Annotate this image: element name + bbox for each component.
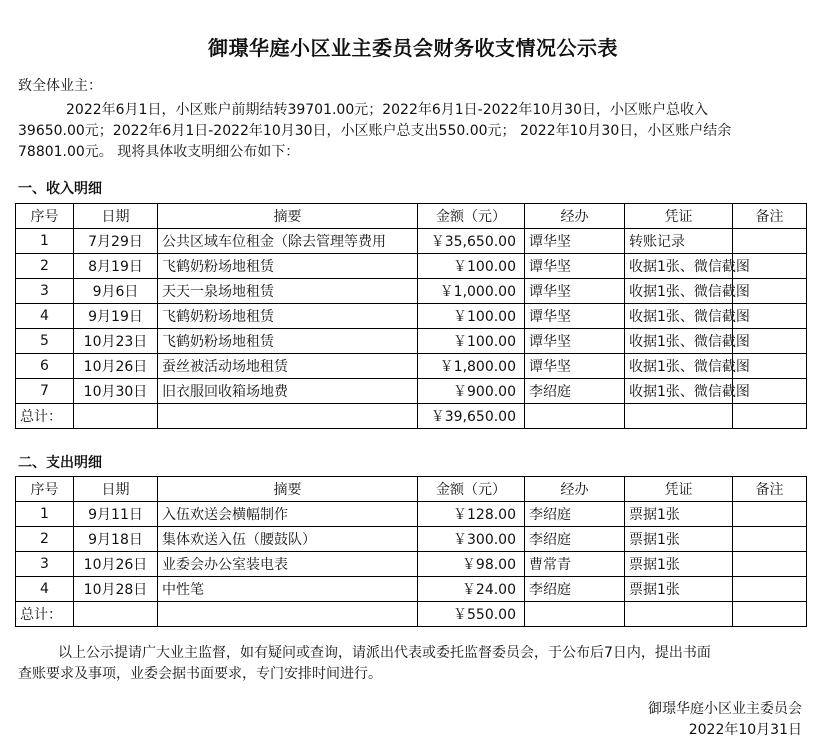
row-amount: ￥900.00 — [418, 379, 525, 404]
row-amount: ￥300.00 — [418, 527, 525, 552]
row-handler: 谭华坚 — [525, 279, 625, 304]
row-voucher: 票据1张 — [625, 502, 733, 527]
col-no: 序号 — [16, 204, 74, 229]
row-handler: 李绍庭 — [525, 577, 625, 602]
row-voucher: 收据1张、微信截图 — [625, 279, 733, 304]
row-handler: 谭华坚 — [525, 304, 625, 329]
row-summary: 旧衣服回收箱场地费 — [158, 379, 418, 404]
row-voucher: 票据1张 — [625, 552, 733, 577]
col-remark: 备注 — [733, 477, 807, 502]
col-amount: 金额（元） — [418, 477, 525, 502]
col-handler: 经办 — [525, 204, 625, 229]
col-summary: 摘要 — [158, 477, 418, 502]
table-row — [16, 254, 807, 279]
row-remark — [733, 527, 807, 552]
row-remark — [733, 229, 807, 254]
row-handler: 谭华坚 — [525, 229, 625, 254]
row-date: 9月6日 — [74, 279, 158, 304]
row-no: 2 — [16, 527, 74, 552]
salutation: 致全体业主： — [18, 78, 102, 94]
col-remark: 备注 — [733, 204, 807, 229]
row-voucher: 收据1张、微信截图 — [625, 354, 733, 379]
total-label: 总计： — [16, 404, 74, 429]
row-handler: 李绍庭 — [525, 379, 625, 404]
table-row — [16, 229, 807, 254]
row-handler: 谭华坚 — [525, 354, 625, 379]
table-row — [16, 552, 807, 577]
table-row — [16, 304, 807, 329]
row-no: 1 — [16, 502, 74, 527]
income-header-row — [16, 204, 807, 229]
row-amount: ￥100.00 — [418, 254, 525, 279]
row-voucher: 收据1张、微信截图 — [625, 379, 733, 404]
table-row — [16, 329, 807, 354]
col-amount: 金额（元） — [418, 204, 525, 229]
row-summary: 蚕丝被活动场地租赁 — [158, 354, 418, 379]
expense-header-row — [16, 477, 807, 502]
table-row — [16, 527, 807, 552]
intro-line-1: 2022年6月1日，小区账户前期结转39701.00元；2022年6月1日-2022年10月30日，小区账户总收入 — [66, 102, 708, 118]
row-voucher: 收据1张、微信截图 — [625, 254, 733, 279]
expense-table — [15, 476, 807, 627]
total-label: 总计： — [16, 602, 74, 627]
col-date: 日期 — [74, 477, 158, 502]
row-remark — [733, 577, 807, 602]
row-handler: 曹常青 — [525, 552, 625, 577]
table-row — [16, 577, 807, 602]
intro-line-2: 39650.00元；2022年6月1日-2022年10月30日，小区账户总支出550.00元； 2022年10月30日，小区账户结余 — [18, 123, 732, 139]
row-amount: ￥100.00 — [418, 304, 525, 329]
income-table — [15, 203, 807, 429]
row-voucher: 转账记录 — [625, 229, 733, 254]
row-amount: ￥128.00 — [418, 502, 525, 527]
row-voucher: 收据1张、微信截图 — [625, 329, 733, 354]
row-date: 10月30日 — [74, 379, 158, 404]
row-summary: 飞鹤奶粉场地租赁 — [158, 329, 418, 354]
row-date: 10月26日 — [74, 354, 158, 379]
table-row — [16, 279, 807, 304]
row-amount: ￥1,000.00 — [418, 279, 525, 304]
expense-section-title: 二、支出明细 — [18, 455, 102, 471]
signature-org: 御璟华庭小区业主委员会 — [648, 701, 802, 717]
row-summary: 天天一泉场地租赁 — [158, 279, 418, 304]
row-summary: 公共区域车位租金（除去管理等费用 — [158, 229, 418, 254]
row-handler: 李绍庭 — [525, 527, 625, 552]
intro-line-3: 78801.00元。 现将具体收支明细公布如下： — [18, 144, 300, 160]
row-no: 4 — [16, 577, 74, 602]
row-summary: 中性笔 — [158, 577, 418, 602]
row-date: 10月23日 — [74, 329, 158, 354]
row-no: 1 — [16, 229, 74, 254]
table-row — [16, 502, 807, 527]
page-title: 御璟华庭小区业主委员会财务收支情况公示表 — [208, 36, 618, 60]
row-summary: 入伍欢送会横幅制作 — [158, 502, 418, 527]
signature-date: 2022年10月31日 — [688, 722, 802, 738]
income-total-row — [16, 404, 807, 429]
row-handler: 谭华坚 — [525, 254, 625, 279]
row-summary: 集体欢送入伍（腰鼓队） — [158, 527, 418, 552]
expense-total-amount: ￥550.00 — [418, 602, 525, 627]
row-date: 7月29日 — [74, 229, 158, 254]
row-date: 9月11日 — [74, 502, 158, 527]
row-voucher: 票据1张 — [625, 577, 733, 602]
row-no: 2 — [16, 254, 74, 279]
col-handler: 经办 — [525, 477, 625, 502]
income-total-amount: ￥39,650.00 — [418, 404, 525, 429]
row-summary: 飞鹤奶粉场地租赁 — [158, 254, 418, 279]
table-row — [16, 379, 807, 404]
row-amount: ￥1,800.00 — [418, 354, 525, 379]
row-date: 10月28日 — [74, 577, 158, 602]
notice-line-1: 以上公示提请广大业主监督，如有疑问或查询，请派出代表或委托监督委员会，于公布后7日内，提出书面 — [58, 645, 711, 661]
col-no: 序号 — [16, 477, 74, 502]
row-no: 3 — [16, 279, 74, 304]
row-amount: ￥24.00 — [418, 577, 525, 602]
row-summary: 业委会办公室装电表 — [158, 552, 418, 577]
row-summary: 飞鹤奶粉场地租赁 — [158, 304, 418, 329]
row-voucher: 票据1张 — [625, 527, 733, 552]
row-amount: ￥98.00 — [418, 552, 525, 577]
col-date: 日期 — [74, 204, 158, 229]
row-date: 10月26日 — [74, 552, 158, 577]
row-handler: 谭华坚 — [525, 329, 625, 354]
row-no: 6 — [16, 354, 74, 379]
row-date: 9月19日 — [74, 304, 158, 329]
row-date: 9月18日 — [74, 527, 158, 552]
row-no: 4 — [16, 304, 74, 329]
notice-line-2: 查账要求及事项，业委会据书面要求，专门安排时间进行。 — [18, 666, 382, 682]
income-section-title: 一、收入明细 — [18, 181, 102, 197]
row-amount: ￥35,650.00 — [418, 229, 525, 254]
row-no: 5 — [16, 329, 74, 354]
row-no: 3 — [16, 552, 74, 577]
row-amount: ￥100.00 — [418, 329, 525, 354]
col-voucher: 凭证 — [625, 477, 733, 502]
table-row — [16, 354, 807, 379]
col-voucher: 凭证 — [625, 204, 733, 229]
col-summary: 摘要 — [158, 204, 418, 229]
row-remark — [733, 502, 807, 527]
row-voucher: 收据1张、微信截图 — [625, 304, 733, 329]
row-remark — [733, 552, 807, 577]
row-no: 7 — [16, 379, 74, 404]
row-handler: 李绍庭 — [525, 502, 625, 527]
row-date: 8月19日 — [74, 254, 158, 279]
expense-total-row — [16, 602, 807, 627]
